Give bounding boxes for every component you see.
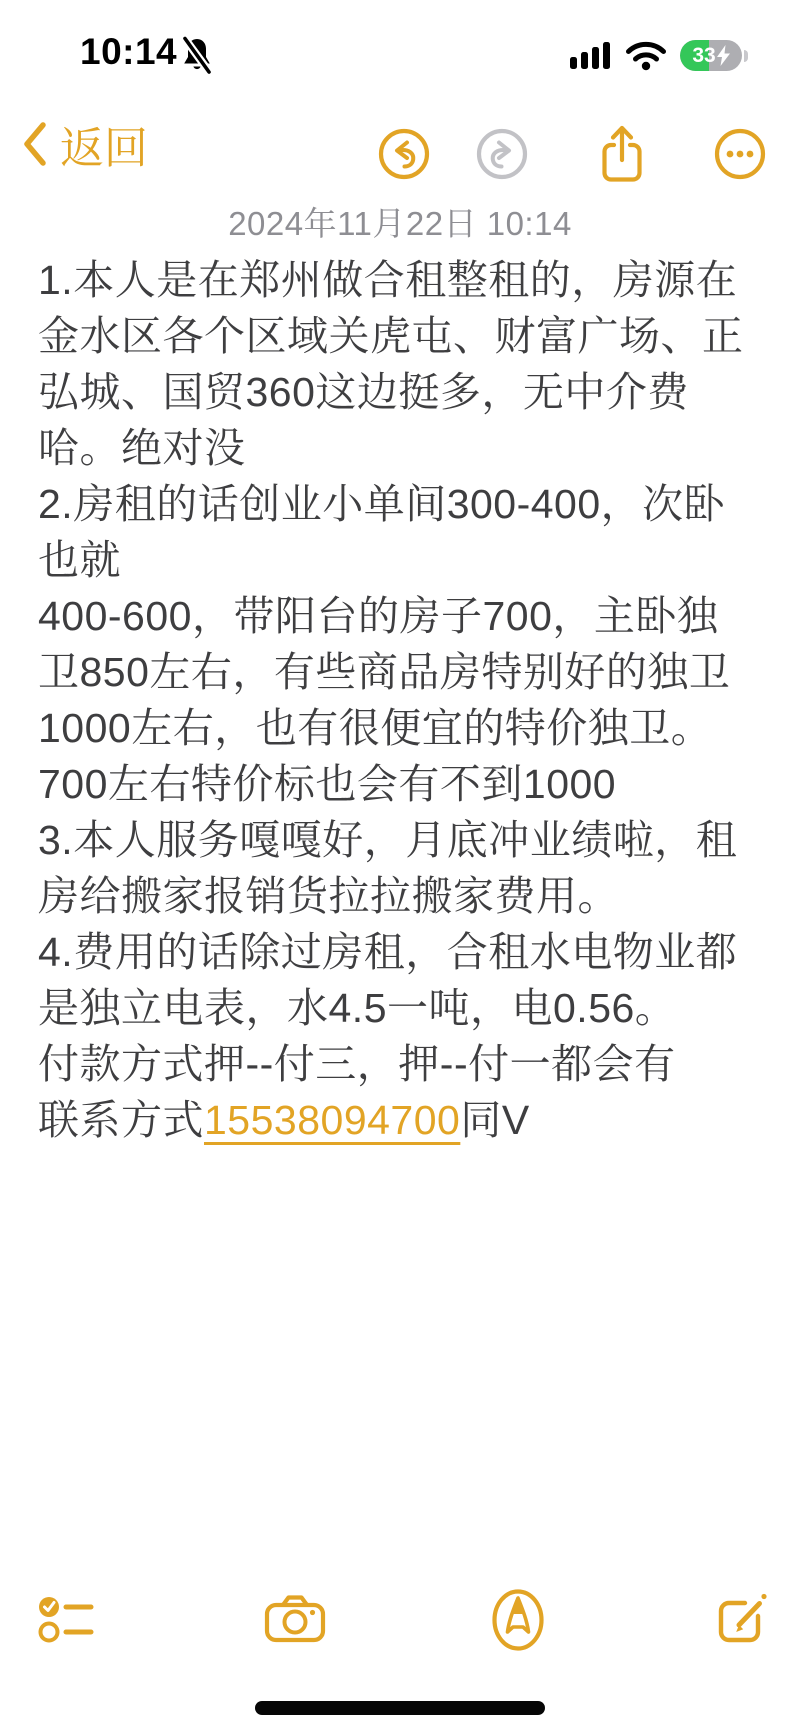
note-body[interactable] — [0, 252, 800, 1148]
wifi-icon — [625, 41, 667, 71]
checklist-button[interactable] — [38, 1594, 96, 1644]
battery-indicator — [680, 40, 742, 71]
back-button[interactable] — [22, 112, 148, 176]
note-line: 3.本人服务嘎嘎好，月底冲业绩啦，租 — [38, 817, 738, 863]
note-line: 哈。绝对没 — [38, 425, 246, 471]
note-date: 2024年11月22日 10:14 — [228, 205, 572, 242]
status-time: 10:14 — [80, 31, 178, 72]
undo-button[interactable] — [378, 128, 430, 180]
note-line: 4.费用的话除过房租，合租水电物业都 — [38, 929, 738, 975]
note-line: 700左右特价标也会有不到1000 — [38, 761, 617, 807]
more-button[interactable] — [714, 128, 766, 180]
note-line: 也就 — [38, 537, 121, 583]
note-line: 是独立电表，水4.5一吨，电0.56。 — [38, 985, 677, 1031]
home-indicator[interactable] — [255, 1701, 545, 1715]
note-text: 同V — [460, 1097, 530, 1143]
battery-percent: 33 — [692, 43, 716, 67]
chevron-left-icon — [22, 120, 48, 168]
note-line: 2.房租的话创业小单间300-400，次卧 — [38, 481, 726, 527]
bell-slash-icon — [178, 36, 216, 76]
phone-link[interactable]: 15538094700 — [204, 1097, 461, 1143]
note-line: 1000左右，也有很便宜的特价独卫。 — [38, 705, 713, 751]
undo-icon — [378, 128, 430, 180]
note-line: 卫850左右，有些商品房特别好的独卫 — [38, 649, 731, 695]
note-line — [38, 1092, 774, 1148]
note-line: 付款方式押--付三，押--付一都会有 — [38, 1041, 676, 1087]
note-line: 400-600，带阳台的房子700，主卧独 — [38, 593, 719, 639]
compose-icon — [712, 1590, 768, 1648]
redo-icon — [476, 128, 528, 180]
bottom-toolbar — [0, 1580, 800, 1670]
battery-cap — [744, 50, 748, 62]
redo-button[interactable] — [476, 128, 528, 180]
note-line: 金水区各个区域关虎屯、财富广场、正 — [38, 313, 744, 359]
note-line: 1.本人是在郑州做合租整租的，房源在 — [38, 257, 738, 303]
note-line: 房给搬家报销货拉拉搬家费用。 — [38, 873, 619, 919]
back-label: 返回 — [60, 124, 148, 173]
note-line: 弘城、国贸360这边挺多，无中介费 — [38, 369, 689, 415]
compose-button[interactable] — [712, 1590, 768, 1648]
nav-bar — [0, 106, 800, 182]
ellipsis-circle-icon — [714, 128, 766, 180]
checklist-icon — [38, 1594, 96, 1644]
camera-button[interactable] — [264, 1594, 326, 1644]
status-bar — [0, 28, 800, 82]
camera-icon — [264, 1594, 326, 1644]
note-text: 联系方式 — [38, 1097, 204, 1143]
share-icon — [599, 124, 645, 184]
cellular-signal-icon — [570, 41, 612, 71]
markup-pen-icon — [491, 1588, 545, 1652]
markup-button[interactable] — [491, 1588, 545, 1652]
share-button[interactable] — [599, 124, 645, 184]
charging-bolt-icon — [717, 45, 730, 66]
